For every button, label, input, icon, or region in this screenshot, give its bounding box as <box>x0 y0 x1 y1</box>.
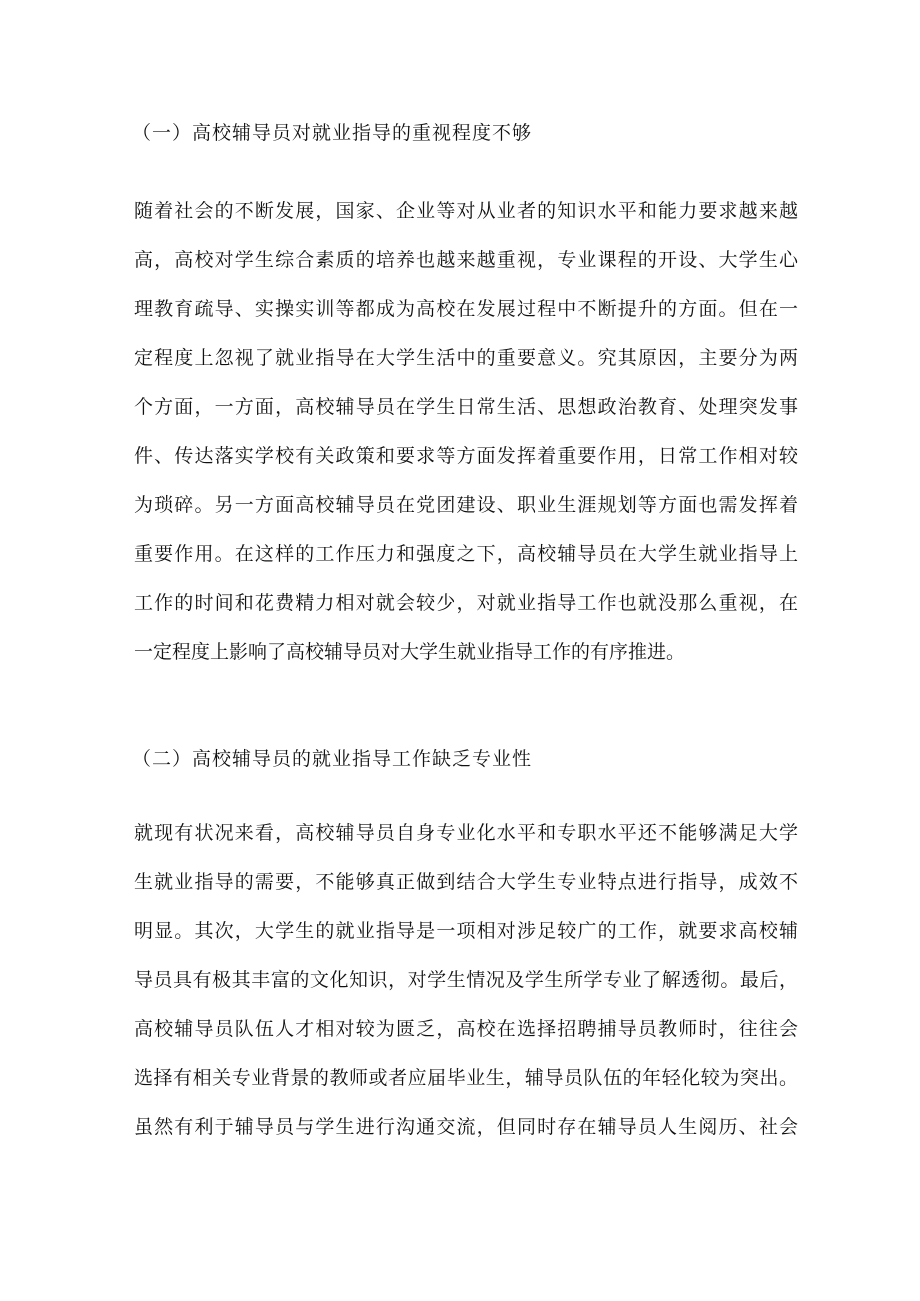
paragraph-line: 为琐碎。另一方面高校辅导员在党团建设、职业生涯规划等方面也需发挥着 <box>134 494 798 516</box>
paragraph-line: 定程度上忽视了就业指导在大学生活中的重要意义。究其原因，主要分为两 <box>134 347 798 369</box>
paragraph-line: 生就业指导的需要，不能够真正做到结合大学生专业特点进行指导，成效不 <box>134 871 798 893</box>
paragraph-line: 件、传达落实学校有关政策和要求等方面发挥着重要作用，日常工作相对较 <box>134 445 798 467</box>
section-heading-2: （二）高校辅导员的就业指导工作缺乏专业性 <box>132 748 533 770</box>
paragraph-line: 随着社会的不断发展，国家、企业等对从业者的知识水平和能力要求越来越 <box>134 200 798 222</box>
paragraph-line: 工作的时间和花费精力相对就会较少，对就业指导工作也就没那么重视，在 <box>134 592 798 614</box>
section-heading-1: （一）高校辅导员对就业指导的重视程度不够 <box>132 122 533 144</box>
paragraph-line: 理教育疏导、实操实训等都成为高校在发展过程中不断提升的方面。但在一 <box>134 298 798 320</box>
paragraph-line: 导员具有极其丰富的文化知识，对学生情况及学生所学专业了解透彻。最后， <box>134 969 798 991</box>
paragraph-line: 重要作用。在这样的工作压力和强度之下，高校辅导员在大学生就业指导上 <box>134 543 798 565</box>
paragraph-line: 一定程度上影响了高校辅导员对大学生就业指导工作的有序推进。 <box>134 641 686 663</box>
paragraph-line: 高校辅导员队伍人才相对较为匮乏，高校在选择招聘捕导员教师时，往往会 <box>134 1018 798 1040</box>
paragraph-line: 就现有状况来看，高校辅导员自身专业化水平和专职水平还不能够满足大学 <box>134 822 798 844</box>
paragraph-line: 明显。其次，大学生的就业指导是一项相对涉足较广的工作，就要求高校辅 <box>134 920 798 942</box>
paragraph-line: 虽然有利于辅导员与学生进行沟通交流，但同时存在辅导员人生阅历、社会 <box>134 1116 798 1138</box>
paragraph-line: 选择有相关专业背景的教师或者应届毕业生，辅导员队伍的年轻化较为突出。 <box>134 1067 798 1089</box>
section-paragraph-2 <box>134 809 798 1152</box>
paragraph-line: 高，高校对学生综合素质的培养也越来越重视，专业课程的开设、大学生心 <box>134 249 798 271</box>
section-paragraph-1 <box>134 187 798 677</box>
paragraph-line: 个方面，一方面，高校辅导员在学生日常生活、思想政治教育、处理突发事 <box>134 396 798 418</box>
